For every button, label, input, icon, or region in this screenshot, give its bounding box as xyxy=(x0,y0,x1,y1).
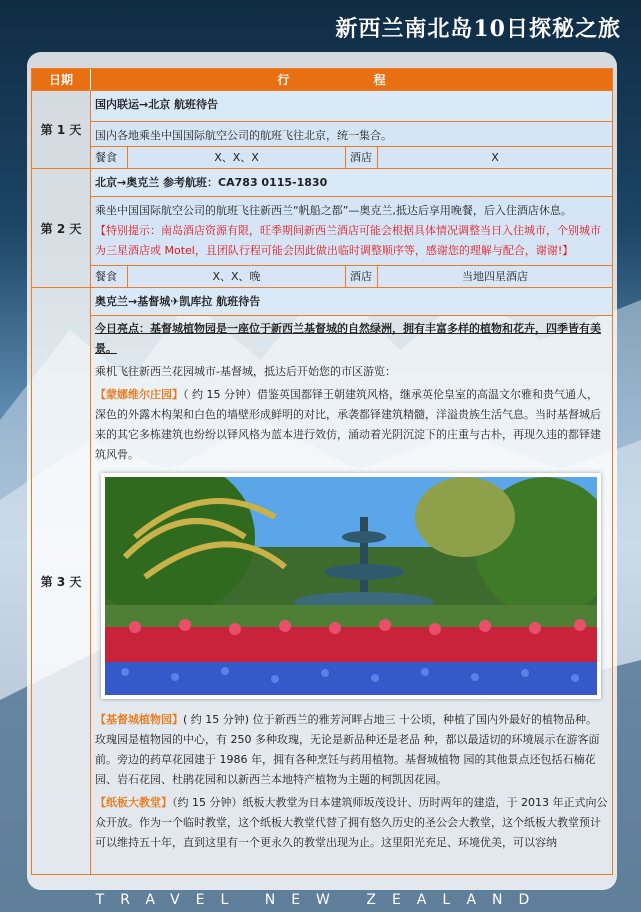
meal-label: 餐食 xyxy=(91,147,128,168)
table-header xyxy=(32,69,612,91)
hotel-value: X xyxy=(491,151,499,164)
hotel-label: 酒店 xyxy=(346,266,378,287)
special-notice: 【特别提示：南岛酒店资源有限，旺季期间新西兰酒店可能会根据具体情况调整当日入住城市，个别城市为三星酒店或 Motel，且团队行程可能会因此做出临时调整顺序等，感谢您的理解与配合，谢谢!】 xyxy=(95,224,601,257)
meal-row xyxy=(91,266,612,287)
day-desc-block xyxy=(91,197,612,266)
day-highlight: 今日亮点：基督城植物园是一座位于新西兰基督城的自然绿洲，拥有丰富多样的植物和花卉，四季皆有美景。 xyxy=(95,322,601,355)
itinerary-card xyxy=(27,52,617,890)
meal-label: 餐食 xyxy=(91,266,128,287)
day-row-3 xyxy=(32,288,612,874)
meal-row xyxy=(91,147,612,168)
attraction-text: （约 15 分钟）纸板大教堂为日本建筑师坂茂设计、历时两年的建造，于 2013 年正式向公众开放。作为一个临时教堂，这个纸板大教堂代替了拥有悠久历史的圣公会大教堂，这个纸板大教堂预计可以维持五十年，直到这里有一个更永久的教堂出现为止。这里阳光充足、环境优美，可以容纳 xyxy=(95,796,608,849)
attraction-tag: 【蒙娜维尔庄园】 xyxy=(95,388,183,401)
day-label: 第 1 天 xyxy=(32,91,91,168)
hotel-label: 酒店 xyxy=(346,147,378,168)
day-row-2 xyxy=(32,169,612,288)
attraction-text: （ 约 15 分钟）借鉴英国都铎王朝建筑风格，继承英伦皇室的高温文尔雅和贵气通人，深色的外露木构架和白色的墙壁形成鲜明的对比，承袭都铎建筑精髓，洋溢贵族生活气息。当时基督城后来的其它多栋建筑也纷纷以铎风格为蓝本进行效仿，涌动着光阴沉淀下的庄重与古朴，再现久违的都铎建筑风骨。 xyxy=(95,388,601,461)
page-title: 新西兰南北岛10日探秘之旅 xyxy=(335,16,621,42)
day-label: 第 3 天 xyxy=(32,288,91,874)
day-desc: 国内各地乘坐中国国际航空公司的航班飞往北京，统一集合。 xyxy=(91,122,612,147)
day-title: 北京→奥克兰 参考航班：CA783 0115-1830 xyxy=(91,169,612,197)
attraction-3 xyxy=(91,790,612,853)
day-row-1 xyxy=(32,91,612,169)
attraction-tag: 【基督城植物园】 xyxy=(95,713,183,726)
day-desc: 乘坐中国国际航空公司的航班飞往新西兰“帆船之都”—奥克兰,抵达后享用晚餐，后入住酒店休息。 xyxy=(95,204,572,217)
hotel-value: 当地四星酒店 xyxy=(462,270,528,283)
header-day: 日期 xyxy=(32,69,91,90)
day-title: 国内联运→北京 航班待告 xyxy=(91,91,612,122)
day-intro: 乘机飞往新西兰花园城市-基督城，抵达后开始您的市区游览： xyxy=(95,365,396,378)
footer-tagline: TRAVEL NEW ZEALAND xyxy=(95,892,546,908)
attraction-2 xyxy=(91,707,612,790)
day-label: 第 2 天 xyxy=(32,169,91,287)
garden-photo xyxy=(101,473,601,699)
attraction-text: ( 约 15 分钟) 位于新西兰的雅芳河畔占地三 十公顷，种植了国内外最好的植物品种。玫瑰园是植物园的中心，有 250 多种玫瑰，无论是新品种还是老品 种，都以最适切的环境展示在游客面前。旁边的药草花园建于 1986 年，拥有各种烹饪与药用植物。基督城植物 园的其他景点还包括石楠花园、岩石花园、杜鹃花园和以新西兰本地特产植物为主题的柯凯因花园。 xyxy=(95,713,600,786)
itinerary-table xyxy=(31,68,613,875)
meal-value: X、X、X xyxy=(128,147,346,168)
header-itinerary: 行 程 xyxy=(277,73,426,87)
garden-fountain-image xyxy=(105,477,597,695)
day-title: 奥克兰→基督城✈凯库拉 航班待告 xyxy=(91,288,612,316)
attraction-1 xyxy=(91,382,612,465)
meal-value: X、X、晚 xyxy=(128,266,346,287)
attraction-tag: 【纸板大教堂】 xyxy=(95,796,172,809)
